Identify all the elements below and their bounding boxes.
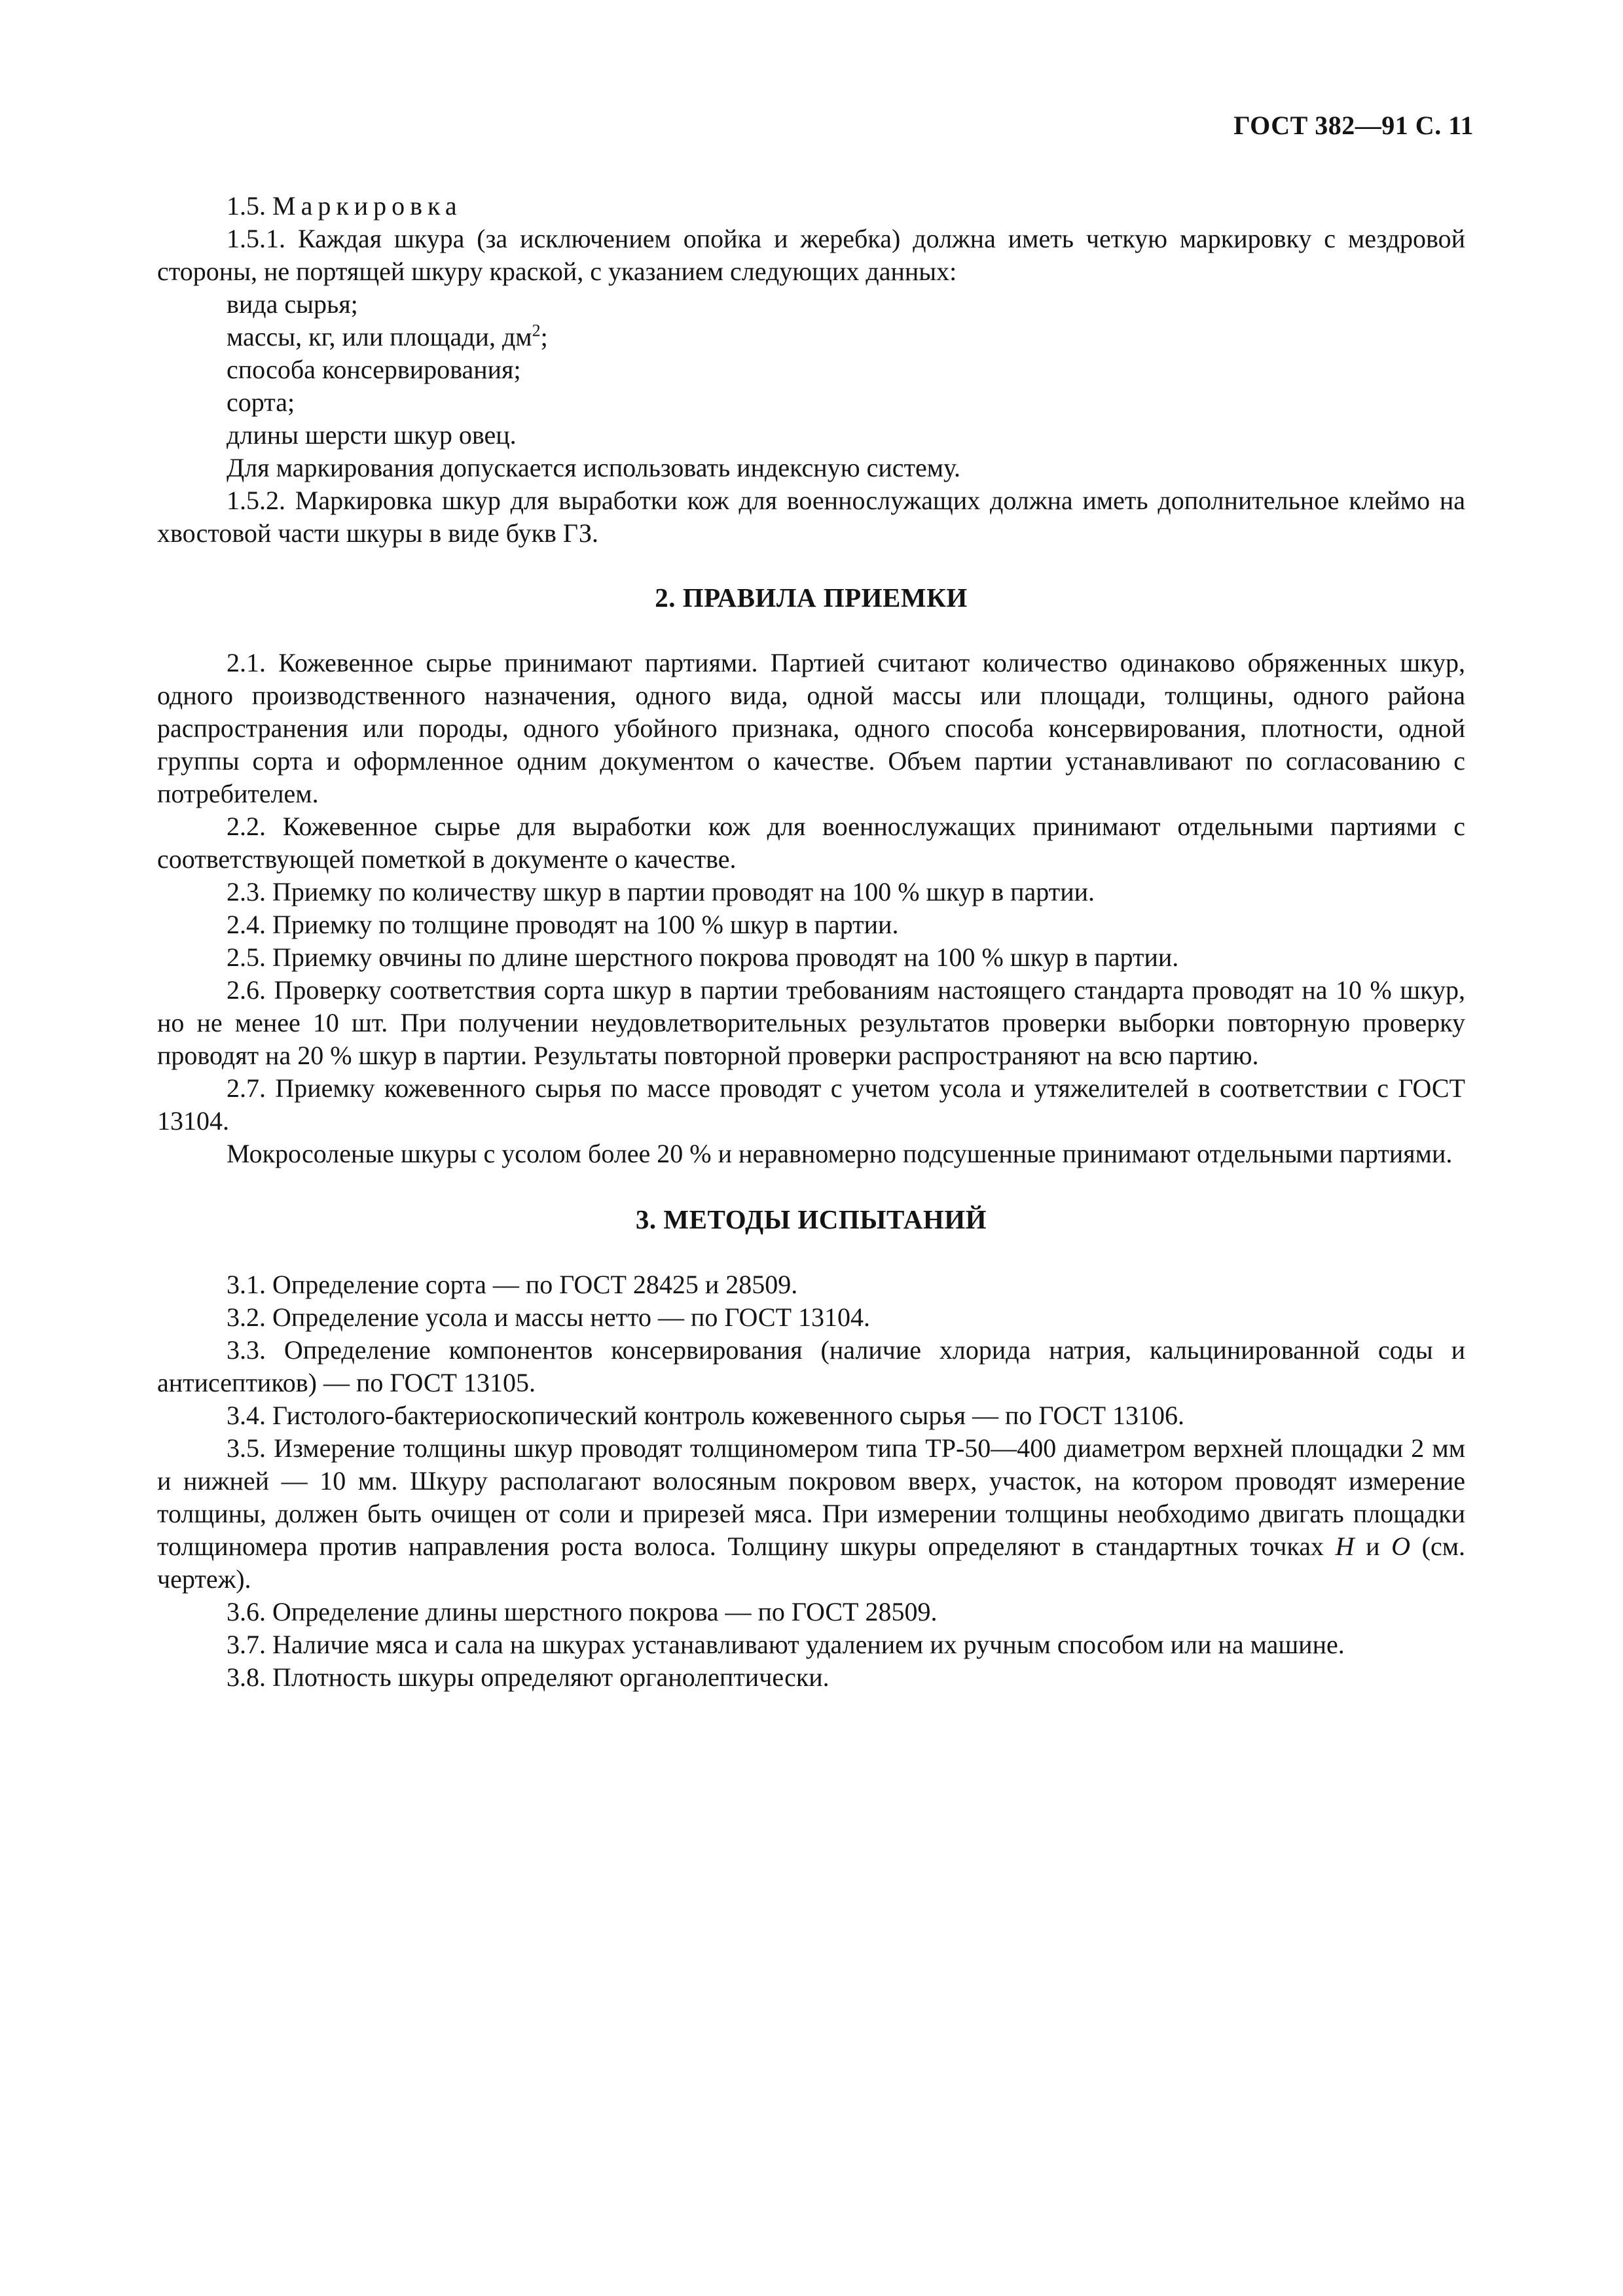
section-heading-3: 3. МЕТОДЫ ИСПЫТАНИЙ [635,1204,987,1234]
paragraph-3-7: 3.7. Наличие мяса и сала на шкурах устанавливают удалением их ручным способом или на машине. [227,1630,1345,1659]
paragraph-3-5 [157,1432,1465,1596]
paragraph-3-1: 3.1. Определение сорта — по ГОСТ 28425 и 28509. [227,1270,798,1299]
paragraph-2-3: 2.3. Приемку по количеству шкур в партии проводят на 100 % шкур в партии. [227,877,1095,906]
conjunction: и [1354,1532,1392,1561]
list-item: вида сырья; [227,289,358,319]
paragraph-2-6: 2.6. Проверку соответствия сорта шкур в партии требованиям настоящего стандарта проводят на 10 % шкур, но не менее 10 шт. При получении неудовлетворительных результатов проверки выборки повторную проверку проводят на 20 % шкур в партии. Результаты повторной проверки распространяют на всю партию. [157,975,1465,1070]
paragraph-index-system: Для маркирования допускается использовать индексную систему. [227,453,961,482]
point-o-label: О [1391,1532,1411,1561]
list-item: способа консервирования; [227,355,521,384]
document-body [157,190,1465,1694]
paragraph-2-1: 2.1. Кожевенное сырье принимают партиями. Партией считают количество одинаково обряженных шкур, одного производственного назначения, одного вида, одной массы или площади, толщины, одного района распространения или породы, одного убойного признака, одного способа консервирования, плотности, одной группы сорта и оформленное одним документом о качестве. Объем партии устанавливают по согласованию с потребителем. [157,648,1465,808]
paragraph-1-5-2: 1.5.2. Маркировка шкур для выработки кож для военнослужащих должна иметь дополнительное клеймо на хвостовой части шкуры в виде букв ГЗ. [157,486,1465,548]
paragraph-3-5-tail: (см. чертеж). [157,1532,1466,1594]
list-item: сорта; [227,387,295,417]
subsection-heading-1-5 [157,190,1465,223]
paragraph-3-5-text: 3.5. Измерение толщины шкур проводят толщиномером типа ТР-50—400 диаметром верхней площадки 2 мм и нижней — 10 мм. Шкуру располагают волосяным покровом вверх, участок, на котором проводят измерение толщины, должен быть очищен от соли и прирезей мяса. При измерении толщины необходимо двигать площадки толщиномера против направления роста волоса. Толщину шкуры определяют в стандартных точках [157,1433,1465,1561]
section-heading-2: 2. ПРАВИЛА ПРИЕМКИ [655,583,968,613]
running-head: ГОСТ 382—91 С. 11 [1233,111,1474,140]
point-h-label: Н [1335,1532,1355,1561]
paragraph-2-7: 2.7. Приемку кожевенного сырья по массе проводят с учетом усола и утяжелителей в соответствии с ГОСТ 13104. [157,1073,1465,1136]
paragraph-3-3: 3.3. Определение компонентов консервирования (наличие хлорида натрия, кальцинированной соды и антисептиков) — по ГОСТ 13105. [157,1335,1465,1397]
list-item: длины шерсти шкур овец. [227,420,517,450]
paragraph-2-2: 2.2. Кожевенное сырье для выработки кож для военнослужащих принимают отдельными партиями с соответствующей пометкой в документе о качестве. [157,812,1465,874]
list-item-punct: ; [540,322,548,351]
list-item [157,321,1465,353]
paragraph-2-7-note: Мокросоленые шкуры с усолом более 20 % и неравномерно подсушенные принимают отдельными партиями. [227,1139,1453,1168]
subsection-number: 1.5. [227,191,266,221]
paragraph-3-6: 3.6. Определение длины шерстного покрова — по ГОСТ 28509. [227,1597,938,1626]
paragraph-1-5-1: 1.5.1. Каждая шкура (за исключением опойка и жеребка) должна иметь четкую маркировку с мездровой стороны, не портящей шкуру краской, с указанием следующих данных: [157,224,1465,286]
superscript: 2 [532,321,541,340]
paragraph-2-5: 2.5. Приемку овчины по длине шерстного покрова проводят на 100 % шкур в партии. [227,942,1179,972]
paragraph-3-8: 3.8. Плотность шкуры определяют органолептически. [227,1662,830,1692]
paragraph-3-4: 3.4. Гистолого-бактериоскопический контроль кожевенного сырья — по ГОСТ 13106. [227,1401,1185,1430]
subsection-title: Маркировка [272,191,462,221]
list-item-text: массы, кг, или площади, дм [227,322,532,351]
paragraph-3-2: 3.2. Определение усола и массы нетто — по ГОСТ 13104. [227,1302,871,1332]
paragraph-2-4: 2.4. Приемку по толщине проводят на 100 % шкур в партии. [227,910,899,939]
